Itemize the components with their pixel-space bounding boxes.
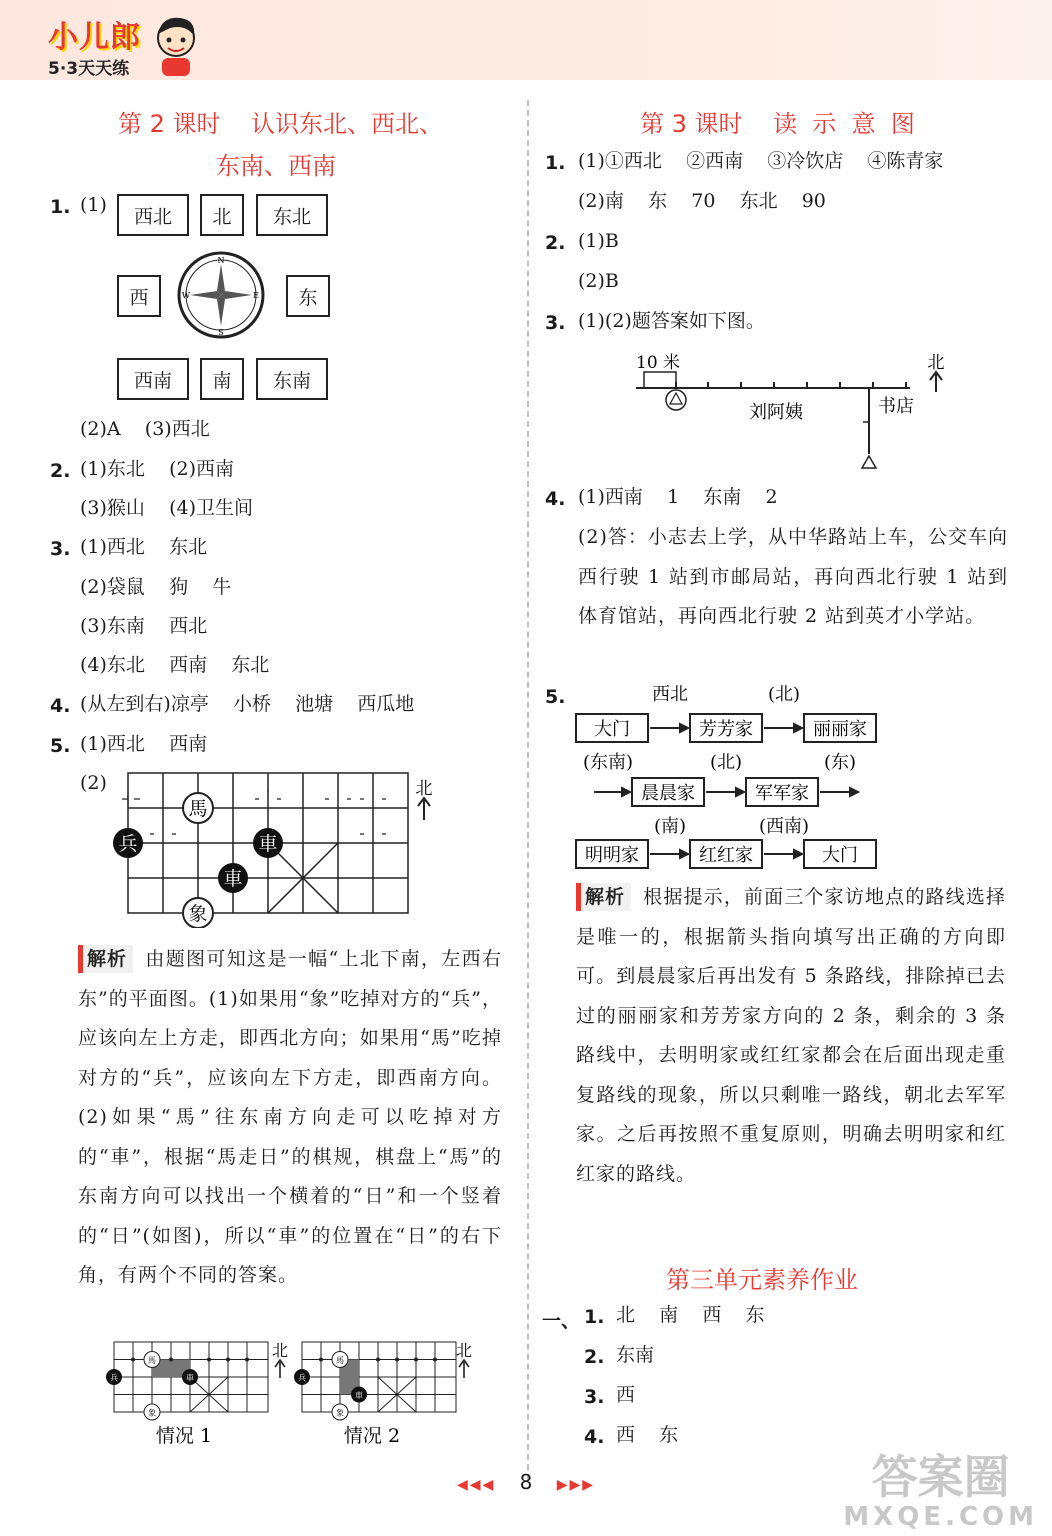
- section1-label: 一、: [542, 1310, 581, 1332]
- q1-label: 1.: [50, 196, 71, 218]
- flow-dir-5: (东): [823, 752, 857, 773]
- r-analysis-text: 根据提示，前面三个家访地点的路线选择是唯一的，根据箭头指向填写出正确的方向即可。到晨晨家后再出发有 5 条路线，排除掉已去过的丽丽家和芳芳家方向的 2 条，剩余的 3 条路线中，去明明家或红红家都会在后面出现走重复路线的现象，所以只剩唯一路线，朝北去军军家。之后再按照不重复原则，明确去明明家和红红家的路线。: [576, 886, 1006, 1185]
- item2-text: 东南: [616, 1344, 655, 1366]
- flow-jun: 军军家: [755, 783, 809, 804]
- box-south: 南: [200, 358, 244, 400]
- piece-soldier: 兵: [118, 833, 138, 855]
- series-logo: [48, 12, 208, 82]
- brand-name: 小儿郎: [48, 20, 141, 55]
- page-number: 8: [519, 1470, 533, 1494]
- case1-north-arrow-icon: [275, 1360, 285, 1378]
- flow-fang: 芳芳家: [699, 719, 753, 740]
- flow-ming: 明明家: [585, 845, 639, 866]
- compass-w: W: [181, 291, 191, 300]
- r-q3-label: 3.: [545, 312, 566, 334]
- box-southwest: 西南: [117, 358, 189, 400]
- flow-dir-3: (东南): [582, 752, 634, 773]
- piece-elephant: 象: [188, 903, 208, 925]
- r-q3-text: (1)(2)题答案如下图。: [578, 310, 765, 332]
- r-q4-answer: (2)答：小志去上学，从中华路站上车，公交车向西行驶 1 站到市邮局站，再向西北行驶 1 站到体育馆站，再向西北行驶 2 站到英才小学站。: [578, 526, 1008, 627]
- unit-title: 第三单元素养作业: [666, 1266, 858, 1294]
- q3-line3: (3)东南 西北: [80, 615, 208, 637]
- box-northeast: 东北: [256, 194, 328, 236]
- route-north-arrow-icon: [930, 372, 942, 392]
- item1-label: 1.: [584, 1306, 605, 1328]
- flow-dir-1: 西北: [652, 684, 688, 705]
- right-analysis: [576, 878, 1006, 1194]
- item3-label: 3.: [584, 1386, 605, 1408]
- box-northwest: 西北: [117, 194, 189, 236]
- q3-label: 3.: [50, 538, 71, 560]
- box-east: 东: [286, 275, 330, 317]
- compass-icon: [176, 250, 266, 340]
- series-name: 5·3天天练: [48, 59, 130, 79]
- q4-label: 4.: [50, 695, 71, 717]
- flow-dir-4: (北): [709, 752, 743, 773]
- flow-li: 丽丽家: [813, 719, 867, 740]
- next-arrows-icon: ▶▶▶: [556, 1477, 596, 1493]
- q2-line1: (1)东北 (2)西南: [80, 458, 234, 480]
- case2-elephant: 象: [336, 1408, 344, 1418]
- compass-n: N: [217, 256, 225, 265]
- r-q4-label: 4.: [545, 488, 566, 510]
- column-divider: [527, 100, 529, 1480]
- case2-horse: 馬: [336, 1356, 344, 1365]
- person-label: 刘阿姨: [749, 402, 803, 423]
- flow-gate-1: 大门: [594, 719, 630, 740]
- case2-diagram: [288, 1338, 484, 1446]
- watermark-text: 答案圈: [871, 1450, 1010, 1504]
- item1-text: 北 南 西 东: [616, 1304, 765, 1326]
- watermark: [843, 1452, 1038, 1532]
- case1-north: 北: [271, 1341, 289, 1360]
- case2-label: 情况 2: [343, 1425, 401, 1446]
- case2-north-arrow-icon: [459, 1360, 469, 1378]
- q3-line1: (1)西北 东北: [80, 536, 208, 558]
- q2-line2: (3)猴山 (4)卫生间: [80, 497, 253, 519]
- case1-soldier: 兵: [110, 1373, 118, 1383]
- r-q1-label: 1.: [545, 152, 566, 174]
- q1-part23: (2)A (3)西北: [80, 418, 210, 440]
- case2-soldier: 兵: [298, 1373, 306, 1383]
- prev-arrows-icon: ◀◀◀: [456, 1477, 496, 1493]
- mascot-icon: [150, 14, 202, 78]
- analysis-tag: 解析: [78, 945, 133, 973]
- box-west: 西: [117, 275, 161, 317]
- route-diagram: [628, 346, 958, 476]
- q4-text: (从左到右)凉亭 小桥 池塘 西瓜地: [80, 693, 415, 715]
- piece-horse: 馬: [188, 798, 208, 820]
- item2-label: 2.: [584, 1346, 605, 1368]
- shop-label: 书店: [878, 396, 914, 417]
- q3-line4: (4)东北 西南 东北: [80, 654, 270, 676]
- lesson2-title-line1: 第 2 课时 认识东北、西北、: [118, 110, 444, 138]
- q5-line1: (1)西北 西南: [80, 733, 208, 755]
- case2-chariot: 車: [355, 1391, 363, 1400]
- chessboard-diagram: [104, 768, 444, 928]
- left-analysis: [78, 940, 502, 1296]
- case1-elephant: 象: [148, 1408, 156, 1418]
- q3-line2: (2)袋鼠 狗 牛: [80, 576, 232, 598]
- flow-dir-2: (北): [767, 684, 801, 705]
- box-southeast: 东南: [256, 358, 328, 400]
- r-q4-line1: (1)西南 1 东南 2: [578, 486, 778, 508]
- case1-chariot: 車: [186, 1373, 194, 1383]
- q1-part1: (1): [80, 194, 107, 216]
- flow-gate-2: 大门: [822, 845, 858, 866]
- visit-flow-diagram: [570, 680, 900, 874]
- compass-e: E: [253, 291, 259, 300]
- q2-label: 2.: [50, 460, 71, 482]
- flow-dir-7: (西南): [758, 816, 810, 837]
- scale-label: 10 米: [636, 353, 681, 373]
- item4-label: 4.: [584, 1426, 605, 1448]
- watermark-url: MXQE.COM: [843, 1502, 1038, 1532]
- analysis-text: 由题图可知这是一幅“上北下南，左西右东”的平面图。(1)如果用“象”吃掉对方的“兵”，应该向左上方走，即西北方向；如果用“馬”吃掉对方的“兵”，应该向左下方走，即西南方向。(2)如果“馬”往东南方向走可以吃掉对方的“車”，根据“馬走日”的棋规，棋盘上“馬”的东南方向可以找出一个横着的“日”和一个竖着的“日”(如图)，所以“車”的位置在“日”的右下角，有两个不同的答案。: [78, 948, 502, 1286]
- lesson3-title: 第 3 课时 读 示 意 图: [640, 110, 915, 138]
- case2-north: 北: [455, 1341, 473, 1360]
- compass-s: S: [218, 328, 224, 337]
- q5-part2: (2): [80, 772, 107, 794]
- q5-label: 5.: [50, 735, 71, 757]
- north-arrow-icon: [418, 798, 430, 820]
- piece-chariot-2: 車: [223, 868, 243, 890]
- case1-horse: 馬: [148, 1356, 156, 1365]
- r-q1-line2: (2)南 东 70 东北 90: [578, 190, 826, 212]
- item3-text: 西: [616, 1384, 636, 1406]
- box-north: 北: [200, 194, 244, 236]
- case1-label: 情况 1: [155, 1425, 213, 1446]
- route-north-label: 北: [927, 353, 945, 373]
- lesson2-title-line2: 东南、西南: [216, 152, 336, 180]
- flow-chen: 晨晨家: [641, 783, 695, 804]
- r-q5-label: 5.: [545, 686, 566, 708]
- flow-dir-6: (南): [653, 816, 687, 837]
- r-q2-label: 2.: [545, 232, 566, 254]
- flow-hong: 红红家: [699, 845, 753, 866]
- r-q1-line1: (1)①西北 ②西南 ③冷饮店 ④陈青家: [578, 150, 944, 172]
- item4-text: 西 东: [616, 1424, 679, 1446]
- piece-chariot-1: 車: [258, 833, 278, 855]
- north-label: 北: [415, 779, 433, 799]
- r-q2-line2: (2)B: [578, 270, 619, 292]
- r-analysis-tag: 解析: [576, 883, 631, 911]
- r-q2-line1: (1)B: [578, 230, 619, 252]
- case1-diagram: [100, 1338, 296, 1446]
